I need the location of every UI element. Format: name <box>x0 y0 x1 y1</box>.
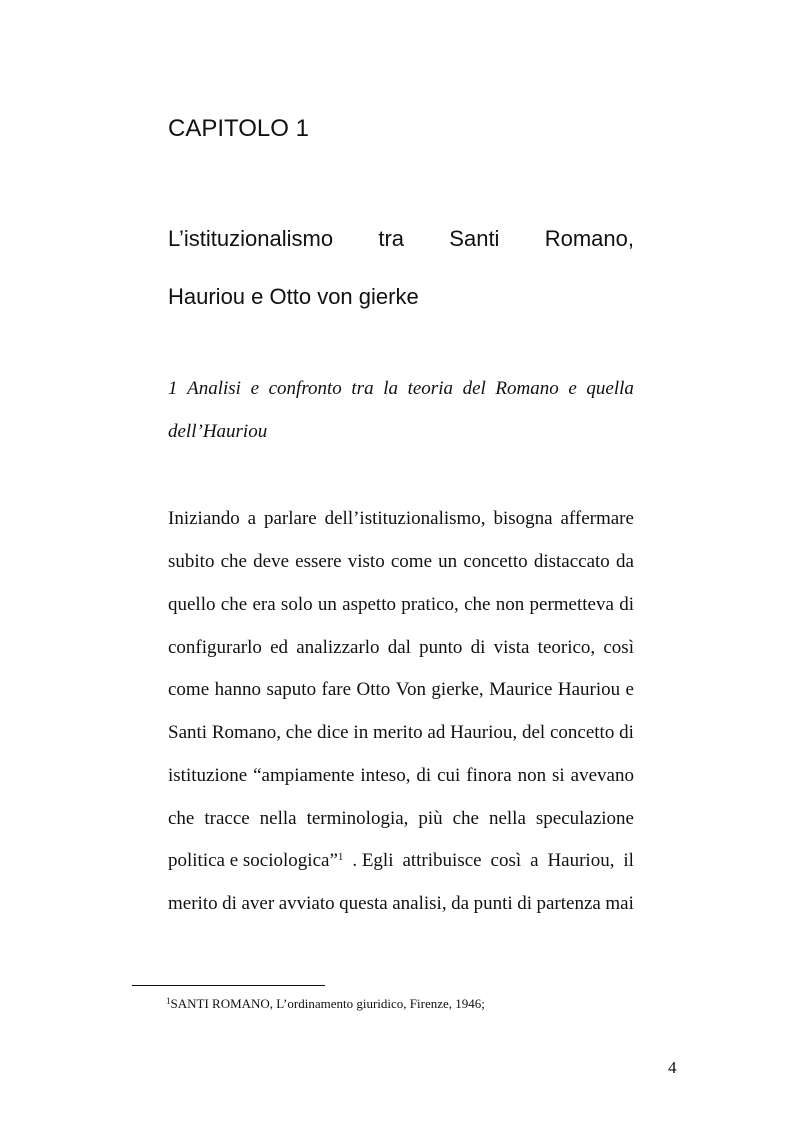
paragraph-line-3-word: non <box>495 594 525 615</box>
section-heading-line-1-word: del <box>462 378 486 399</box>
paragraph-line-4-word: vista <box>493 637 530 658</box>
paragraph-line-7-word: di <box>416 765 432 786</box>
paragraph-line-7 <box>168 763 634 789</box>
paragraph-line-4-word: teorico, <box>537 637 596 658</box>
paragraph-line-10-word: aver <box>241 893 275 914</box>
paragraph-line-8-word: che <box>452 808 479 829</box>
paragraph-line-3-word: quello <box>168 594 216 615</box>
paragraph-line-9-rest-word: così <box>490 850 522 871</box>
paragraph-line-9-rest-word: Hauriou, <box>547 850 615 871</box>
paragraph-line-2-word: un <box>438 551 458 572</box>
paragraph-line-5-word: Otto <box>356 679 391 700</box>
paragraph-line-2-word: distaccato <box>533 551 610 572</box>
paragraph-line-3 <box>168 592 634 618</box>
section-heading-line-1-word: Romano <box>495 378 559 399</box>
paragraph-line-10-word: merito <box>168 893 218 914</box>
paragraph-line-5-word: hanno <box>214 679 262 700</box>
paragraph-line-2-word: visto <box>347 551 385 572</box>
paragraph-line-7-word: istituzione <box>168 765 248 786</box>
paragraph-line-3-word: pratico, <box>401 594 459 615</box>
chapter-title-line-1-word: L’istituzionalismo <box>168 226 334 251</box>
paragraph-line-2-word: deve <box>253 551 290 572</box>
paragraph-line-4-word: dal <box>387 637 411 658</box>
chapter-title-line-1-word: tra <box>378 226 405 251</box>
section-heading-line-1-word: la <box>383 378 398 399</box>
paragraph-line-9-rest-word: a <box>530 850 539 871</box>
paragraph-line-2-word: subito <box>168 551 215 572</box>
paragraph-line-4-word: punto <box>419 637 463 658</box>
paragraph-line-9-rest-word: attribuisce <box>402 850 482 871</box>
paragraph-line-3-word: di <box>619 594 634 615</box>
paragraph-line-6-word: Santi <box>168 722 208 743</box>
paragraph-line-5-word: Maurice <box>489 679 553 700</box>
paragraph-line-8-word: terminologia, <box>306 808 409 829</box>
paragraph-line-10-word: partenza <box>536 893 601 914</box>
chapter-title-line-2: Hauriou e Otto von gierke <box>168 284 419 309</box>
paragraph-line-7-word: avevano <box>570 765 634 786</box>
footnote-separator <box>132 985 325 986</box>
paragraph-line-1-word: affermare <box>560 508 634 529</box>
paragraph-line-10-word: di <box>222 893 237 914</box>
paragraph-line-7-word: finora <box>466 765 512 786</box>
paragraph-line-10-word: da <box>451 893 470 914</box>
paragraph-line-8-word: nella <box>259 808 297 829</box>
section-heading-line-1-word: e <box>568 378 577 399</box>
page-number: 4 <box>668 1058 677 1077</box>
section-heading-line-1-word: quella <box>586 378 634 399</box>
paragraph-line-10-word: questa <box>339 893 388 914</box>
paragraph-line-2 <box>168 549 634 575</box>
paragraph-line-5 <box>168 677 634 703</box>
paragraph-line-10-word: avviato <box>278 893 335 914</box>
paragraph-line-5-word: come <box>168 679 210 700</box>
paragraph-line-6-word: in <box>353 722 369 743</box>
paragraph-line-1-word: bisogna <box>493 508 553 529</box>
section-heading-line-1-word: 1 <box>168 378 178 399</box>
paragraph-line-2-word: essere <box>295 551 342 572</box>
paragraph-line-3-word: permetteva <box>529 594 614 615</box>
paragraph-line-8-word: tracce <box>204 808 250 829</box>
paragraph-line-3-word: che <box>220 594 248 615</box>
paragraph-line-4 <box>168 635 634 661</box>
paragraph-line-5-word: e <box>625 679 634 700</box>
paragraph-line-7-word: non <box>517 765 547 786</box>
paragraph-line-5-word: fare <box>321 679 352 700</box>
paragraph-line-10-word: punti <box>473 893 513 914</box>
paragraph-line-8-word: speculazione <box>535 808 634 829</box>
chapter-title-line-1-word: Santi <box>449 226 500 251</box>
paragraph-line-1-word: dell’istituzionalismo, <box>324 508 486 529</box>
section-heading-line-1-word: tra <box>351 378 374 399</box>
paragraph-line-3-word: che <box>464 594 491 615</box>
paragraph-line-10-word: mai <box>605 893 634 914</box>
paragraph-line-6-word: merito <box>373 722 423 743</box>
paragraph-line-6-word: concetto <box>549 722 615 743</box>
paragraph-line-6-word: Romano, <box>211 722 281 743</box>
section-heading-line-1-word: confronto <box>268 378 342 399</box>
paragraph-line-4-word: analizzarlo <box>296 637 380 658</box>
paragraph-line-7-word: inteso, <box>360 765 411 786</box>
paragraph-line-8 <box>168 806 634 832</box>
paragraph-line-5-word: gierke, <box>431 679 484 700</box>
paragraph-line-6 <box>168 720 634 746</box>
paragraph-line-6-word: Hauriou, <box>450 722 518 743</box>
paragraph-line-4-word: ed <box>270 637 289 658</box>
paragraph-line-3-word: aspetto <box>342 594 396 615</box>
paragraph-line-5-word: Hauriou <box>557 679 621 700</box>
paragraph-line-2-word: come <box>390 551 433 572</box>
footnote-reference[interactable]: 1 <box>337 851 344 863</box>
chapter-title-line-1 <box>168 224 634 254</box>
paragraph-line-3-word: era <box>252 594 276 615</box>
paragraph-line-4-word: così <box>603 637 634 658</box>
paragraph-line-7-word: cui <box>437 765 461 786</box>
paragraph-line-6-word: ad <box>427 722 446 743</box>
paragraph-line-2-word: da <box>615 551 634 572</box>
paragraph-line-1-word: a <box>247 508 257 529</box>
paragraph-line-8-word: nella <box>488 808 526 829</box>
paragraph-line-8-word: più <box>418 808 443 829</box>
paragraph-line-2-word: concetto <box>463 551 528 572</box>
paragraph-line-10-word: analisi, <box>392 893 447 914</box>
paragraph-line-6-word: dice <box>316 722 349 743</box>
paragraph-line-10 <box>168 891 634 917</box>
paragraph-line-5-word: Von <box>395 679 426 700</box>
paragraph-line-3-word: un <box>317 594 337 615</box>
paragraph-line-9-rest-word: il <box>623 850 634 871</box>
paragraph-line-7-word: “ampiamente <box>253 765 355 786</box>
section-heading-line-1-word: Analisi <box>187 378 241 399</box>
paragraph-line-6-word: del <box>521 722 546 743</box>
paragraph-line-6-word: che <box>285 722 313 743</box>
paragraph-line-6-word: di <box>619 722 634 743</box>
footnote <box>166 995 485 1013</box>
paragraph-line-1 <box>168 506 634 532</box>
paragraph-line-9-rest-word: . Egli <box>352 850 394 871</box>
paragraph-line-4-word: di <box>470 637 486 658</box>
section-heading-line-1 <box>168 376 634 402</box>
paragraph-line-1-word: Iniziando <box>168 508 240 529</box>
section-heading-line-2: dell’Hauriou <box>168 421 268 442</box>
paragraph-line-3-word: solo <box>280 594 313 615</box>
paragraph-line-9-start: politica e sociologica”$^1$ <box>168 850 344 871</box>
paragraph-line-8-word: che <box>168 808 195 829</box>
paragraph-line-4-word: configurarlo <box>168 637 262 658</box>
paragraph-line-7-word: si <box>552 765 565 786</box>
section-heading-line-1-word: e <box>250 378 259 399</box>
paragraph-line-10-word: di <box>517 893 532 914</box>
footnote-marker: 1 <box>166 996 171 1006</box>
paragraph-line-2-word: che <box>220 551 247 572</box>
chapter-title-line-1-word: Romano, <box>544 226 634 251</box>
chapter-heading: CAPITOLO 1 <box>168 115 309 142</box>
paragraph-line-9 <box>168 848 634 874</box>
paragraph-line-5-word: saputo <box>266 679 317 700</box>
footnote-text: SANTI ROMANO, L’ordinamento giuridico, Firenze, 1946; <box>170 996 485 1011</box>
paragraph-line-1-word: parlare <box>263 508 317 529</box>
section-heading-line-1-word: teoria <box>407 378 453 399</box>
